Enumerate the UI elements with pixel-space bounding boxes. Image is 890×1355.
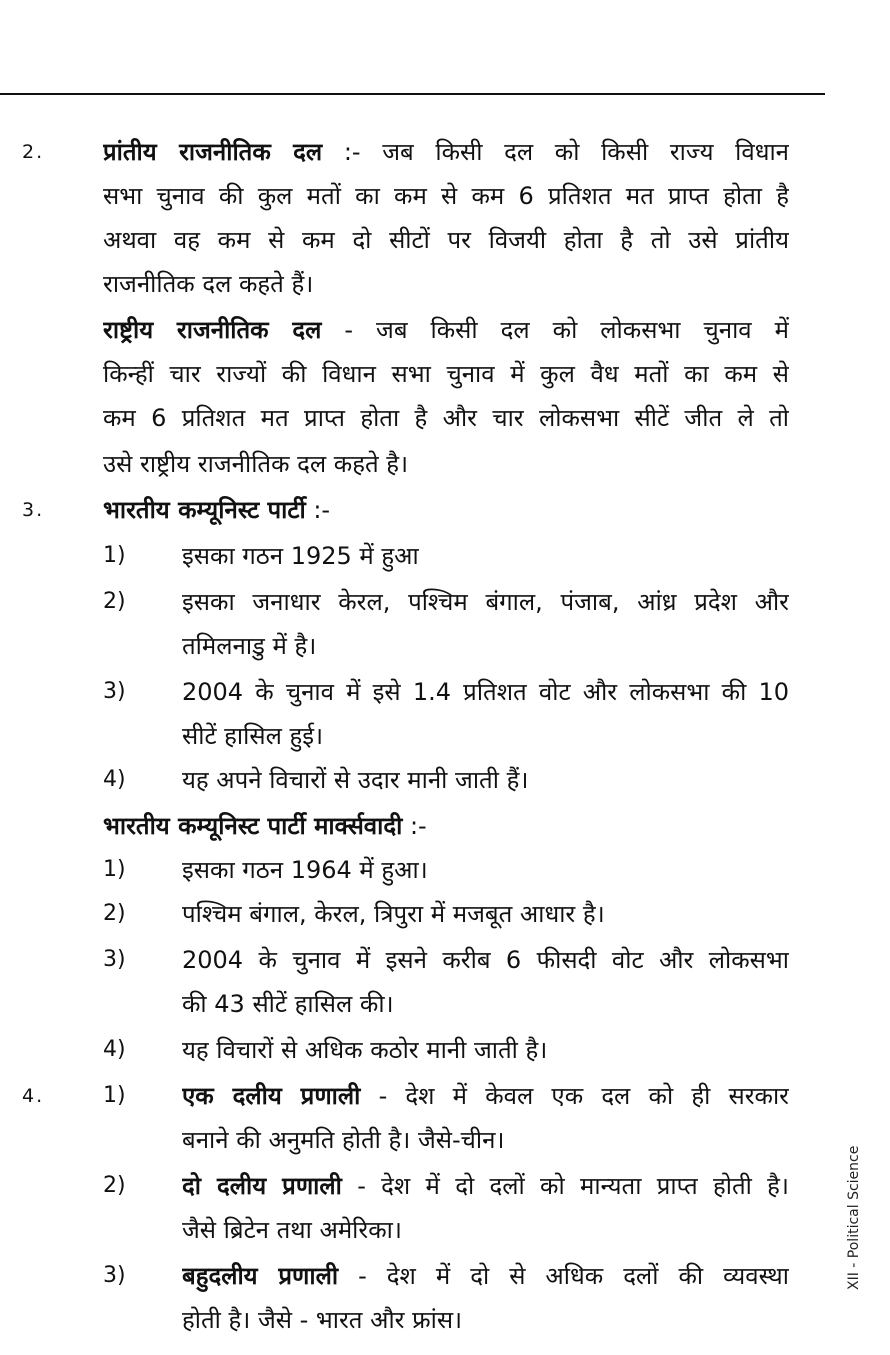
list-item-continuation: बनाने की अनुमति होती है। जैसे-चीन। — [182, 1126, 505, 1154]
section-heading: भारतीय कम्यूनिस्ट पार्टी मार्क्सवादी :- — [103, 812, 427, 840]
paragraph-line: अथवा वह कम से कम दो सीटों पर विजयी होता है तो उसे प्रांतीय — [103, 226, 789, 254]
list-item-number: 3) — [103, 947, 126, 972]
list-item: 2004 के चुनाव में इसे 1.4 प्रतिशत वोट और लोकसभा की 10 — [182, 678, 789, 706]
list-item-number: 3) — [103, 1263, 126, 1288]
paragraph-line: उसे राष्ट्रीय राजनीतिक दल कहते है। — [103, 450, 409, 478]
top-rule — [0, 93, 825, 95]
list-item: 2004 के चुनाव में इसने करीब 6 फीसदी वोट और लोकसभा — [182, 946, 789, 974]
list-item-number: 2) — [103, 1173, 126, 1198]
side-margin-text: XII - Political Science — [846, 1145, 862, 1290]
list-item: इसका गठन 1925 में हुआ — [182, 542, 419, 570]
paragraph-line: कम 6 प्रतिशत मत प्राप्त होता है और चार लोकसभा सीटें जीत ले तो — [103, 404, 789, 432]
list-item: यह अपने विचारों से उदार मानी जाती हैं। — [182, 766, 529, 794]
list-item-continuation: जैसे ब्रिटेन तथा अमेरिका। — [182, 1216, 402, 1244]
list-item: पश्चिम बंगाल, केरल, त्रिपुरा में मजबूत आधार है। — [182, 900, 605, 928]
list-item: एक दलीय प्रणाली - देश में केवल एक दल को ही सरकार — [182, 1082, 789, 1110]
paragraph-line: सभा चुनाव की कुल मतों का कम से कम 6 प्रतिशत मत प्राप्त होता है — [103, 182, 789, 210]
section-heading: प्रांतीय राजनीतिक दल — [103, 138, 323, 166]
section-number: 3. — [22, 499, 45, 521]
list-item-number: 1) — [103, 857, 126, 882]
list-item-number: 1) — [103, 1083, 126, 1108]
paragraph-line: राष्ट्रीय राजनीतिक दल - जब किसी दल को लोकसभा चुनाव में — [103, 316, 789, 344]
paragraph-line: राजनीतिक दल कहते हैं। — [103, 270, 314, 298]
section-heading: राष्ट्रीय राजनीतिक दल — [103, 316, 322, 344]
list-item-continuation: होती है। जैसे - भारत और फ्रांस। — [182, 1306, 463, 1334]
list-item-continuation: सीटें हासिल हुई। — [182, 722, 324, 750]
list-item-number: 4) — [103, 1037, 126, 1062]
list-item: बहुदलीय प्रणाली - देश में दो से अधिक दलों की व्यवस्था — [182, 1262, 789, 1290]
list-item-number: 2) — [103, 901, 126, 926]
list-item-continuation: की 43 सीटें हासिल की। — [182, 990, 394, 1018]
section-number: 4. — [22, 1085, 45, 1107]
list-item-continuation: तमिलनाडु में है। — [182, 632, 317, 660]
list-item-number: 1) — [103, 543, 126, 568]
paragraph-line: प्रांतीय राजनीतिक दल :- जब किसी दल को किसी राज्य विधान — [103, 138, 789, 166]
list-item: यह विचारों से अधिक कठोर मानी जाती है। — [182, 1036, 548, 1064]
list-item: दो दलीय प्रणाली - देश में दो दलों को मान्यता प्राप्त होती है। — [182, 1172, 789, 1200]
list-item: इसका गठन 1964 में हुआ। — [182, 856, 428, 884]
list-item-number: 2) — [103, 589, 126, 614]
paragraph-line: किन्हीं चार राज्यों की विधान सभा चुनाव में कुल वैध मतों का कम से — [103, 360, 789, 388]
list-item: इसका जनाधार केरल, पश्चिम बंगाल, पंजाब, आंध्र प्रदेश और — [182, 588, 789, 616]
list-item-number: 3) — [103, 679, 126, 704]
list-item-number: 4) — [103, 767, 126, 792]
section-number: 2. — [22, 141, 45, 163]
section-heading: भारतीय कम्यूनिस्ट पार्टी :- — [103, 496, 331, 524]
